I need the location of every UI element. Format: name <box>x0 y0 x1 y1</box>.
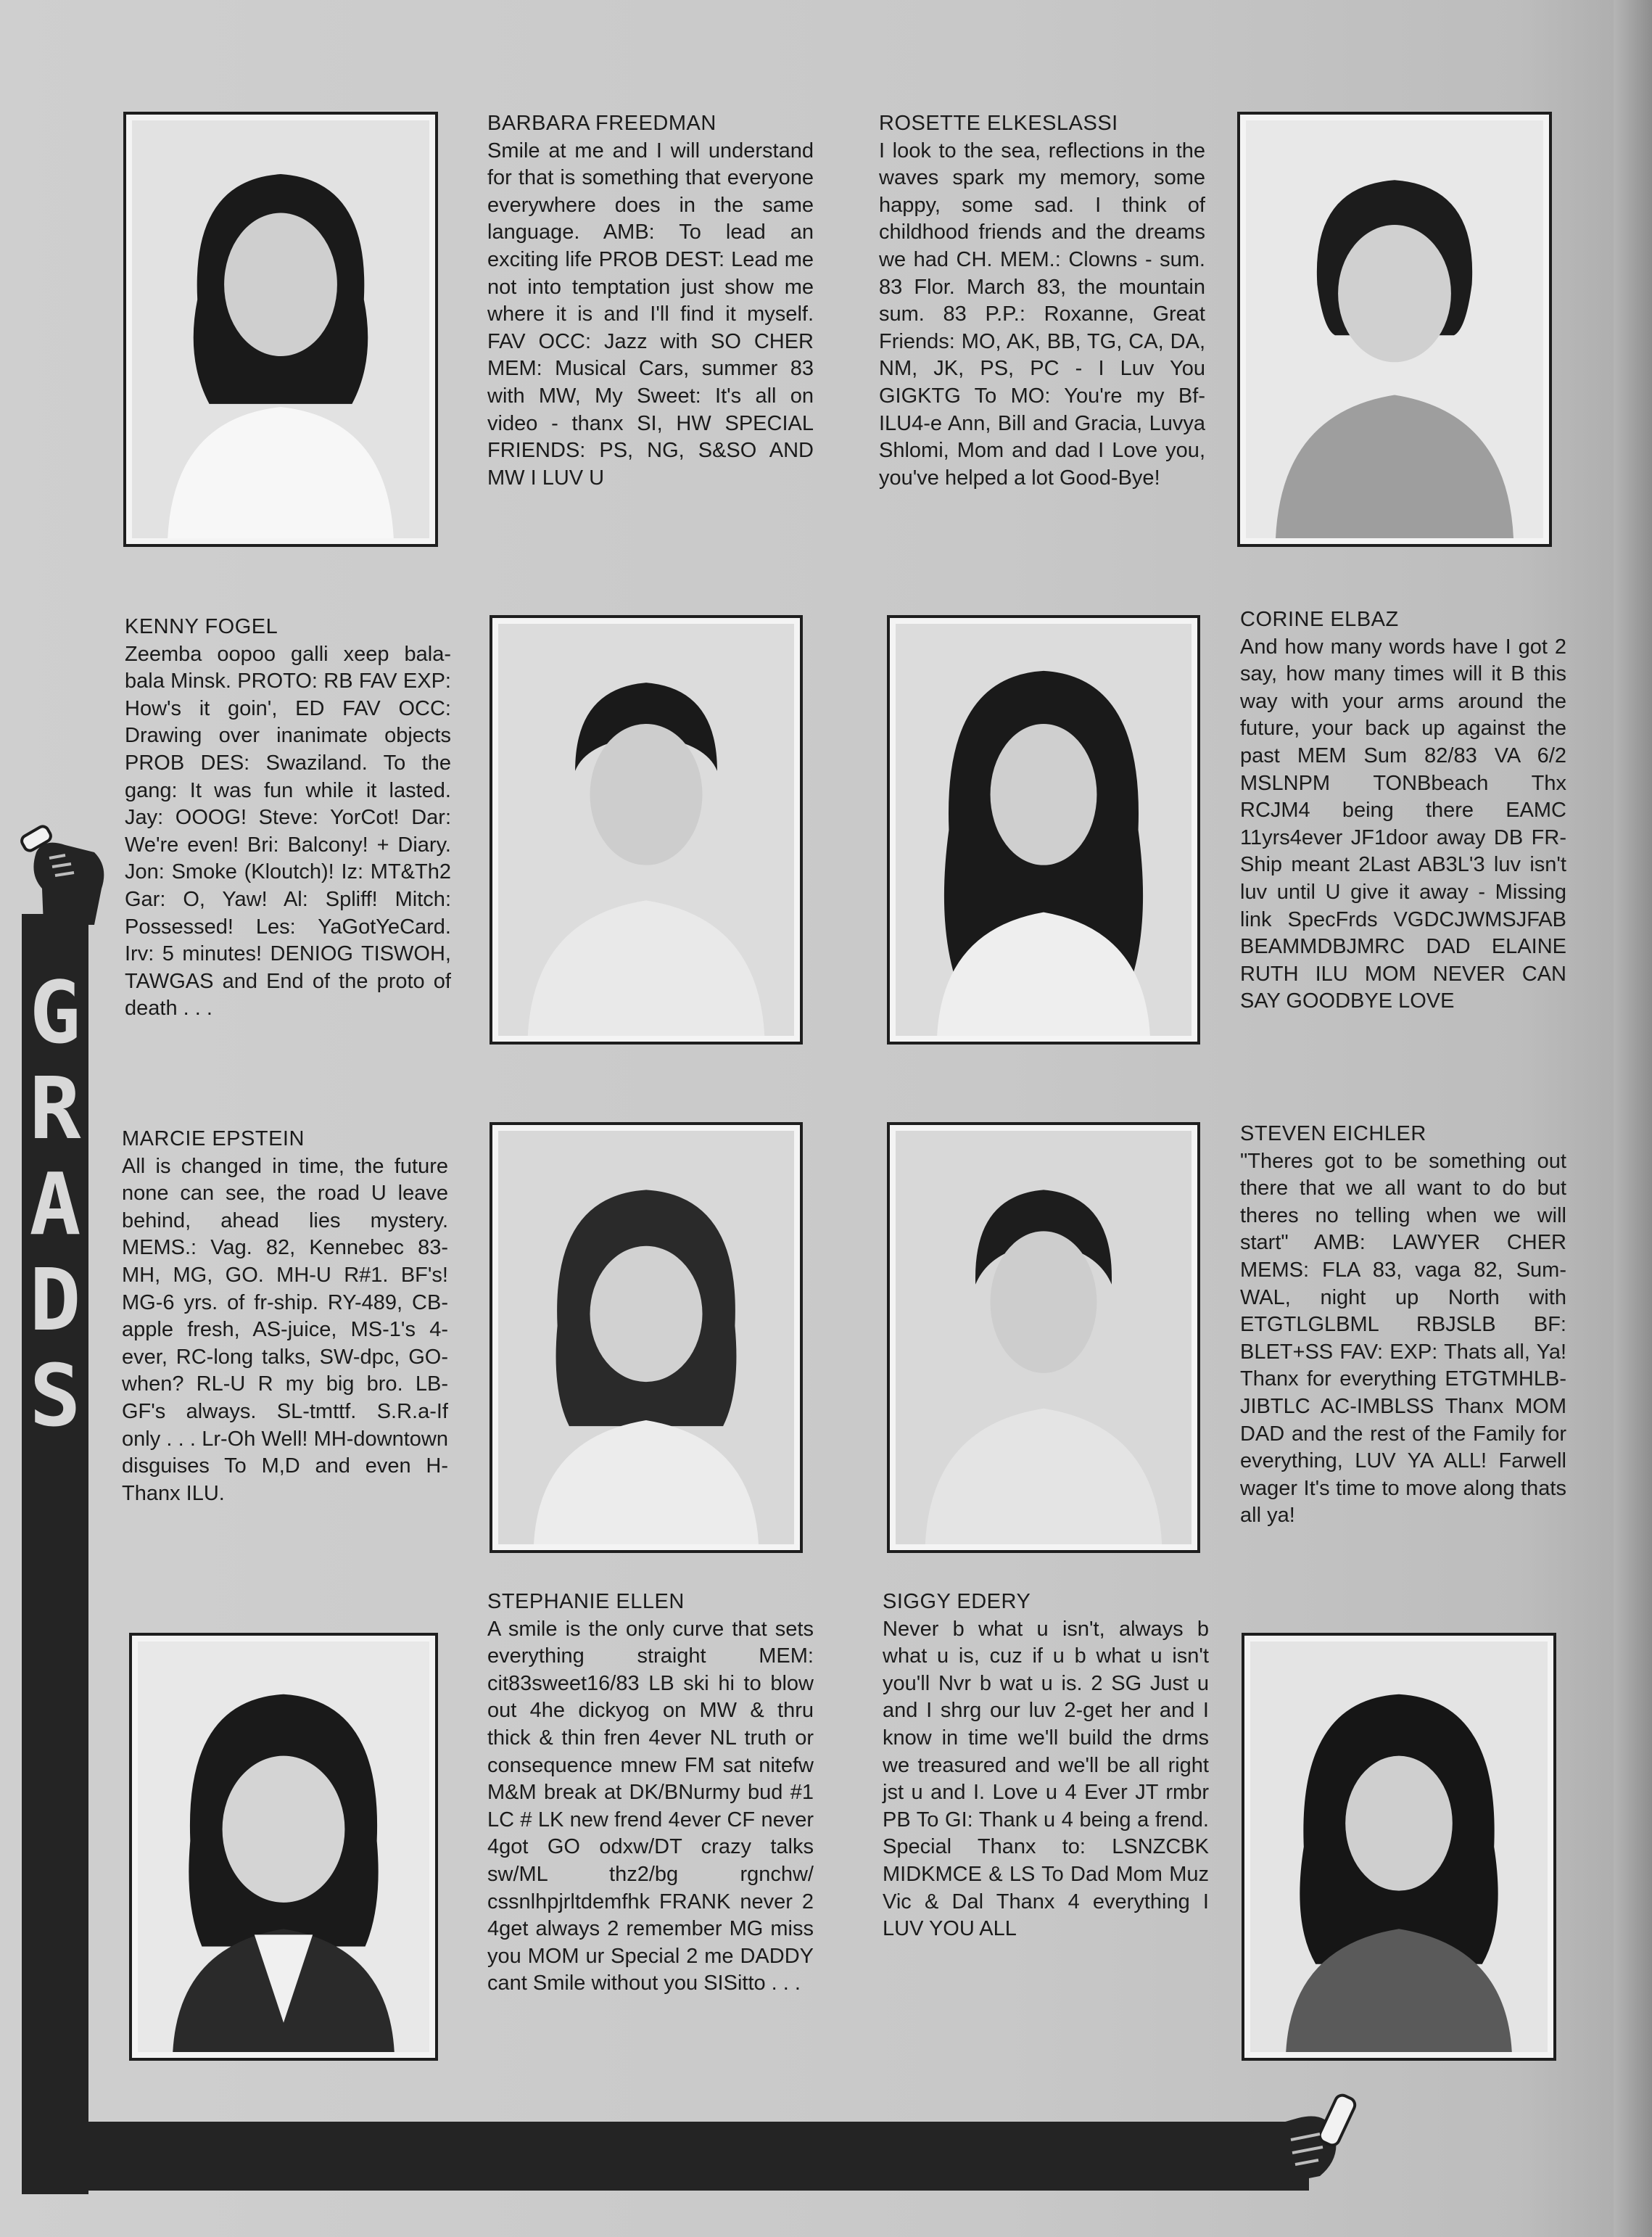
grads-letter: D <box>29 1250 81 1350</box>
student-name: MARCIE EPSTEIN <box>122 1127 305 1150</box>
student-name: CORINE ELBAZ <box>1240 608 1399 631</box>
student-bio: Never b what u isn't, always b what u is, cuz if u b what u isn't you'll Nvr b wat u is. 2 SG Just u and I shrg our luv 2-get her and I know in time we'll build the drms we treasured and we'll be all right jst u and I. Love u 4 Ever JT rmbr PB To GI: Thank u 4 being a frend. Special Thanx to: LSNZCBK MIDKMCE & LS To Dad Mom Muz Vic & Dal Thanx 4 everything I LUV YOU ALL <box>883 1617 1209 1941</box>
bio-steven-eichler <box>1240 1121 1566 1530</box>
fist-diploma-icon <box>15 823 123 925</box>
page-edge-shadow <box>1614 0 1652 2237</box>
student-bio: Zeemba oopoo galli xeep bala-bala Minsk. PROTO: RB FAV EXP: How's it goin', ED FAV OCC: Drawing over inanimate objects PROB DES: Swaziland. To the gang: It was fun while it lasted. Jay: OOOG! Steve: YorCot! Dar: We're even! Bri: Balcony! + Diary. Jon: Smoke (Kloutch)! Iz: MT&Th2 Gar: O, Yaw! Al: Spliff! Mitch: Possessed! Les: YaGotYeCard. Irv: 5 minutes! DENIOG TISWOH, TAWGAS and End of the proto of death . . . <box>125 642 451 1021</box>
grads-section-label <box>26 963 84 1446</box>
bio-stephanie-ellen <box>487 1589 814 1998</box>
portrait-stephanie-ellen <box>129 1633 438 2061</box>
bio-siggy-edery <box>883 1589 1209 1943</box>
grads-letter: A <box>29 1154 81 1254</box>
portrait-barbara-freedman <box>123 112 438 547</box>
student-name: STEVEN EICHLER <box>1240 1122 1426 1145</box>
student-bio: And how many words have I got 2 say, how many times will it B this way with your arms around the future, your back up against the past MEM Sum 82/83 VA 6/2 MSLNPM TONBbeach Thx RCJM4 being there EAMC 11yrs4ever JF1door away DB FR-Ship meant 2Last AB3L'3 luv isn't luv until U give it away - Missing link SpecFrds VGDCJWMSJFAB BEAMMDBJMRC DAD ELAINE RUTH ILU MOM NEVER CAN SAY GOODBYE LOVE <box>1240 635 1566 1013</box>
bio-barbara-freedman <box>487 110 814 492</box>
student-bio: Smile at me and I will understand for that is something that everyone everywhere does in the same language. AMB: To lead an exciting life PROB DEST: Lead me not into temptation just show me where it is and I'll find it myself. FAV OCC: Jazz with SO CHER MEM: Musical Cars, summer 83 with MW, My Sweet: It's all on video - thanx SI, HW SPECIAL FRIENDS: PS, NG, S&SO AND MW I LUV U <box>487 139 814 490</box>
portrait-corine-elbaz <box>887 615 1200 1045</box>
grads-letter: R <box>29 1058 81 1158</box>
grads-letter: G <box>29 963 81 1063</box>
student-name: SIGGY EDERY <box>883 1590 1031 1613</box>
portrait-siggy-edery <box>1242 1633 1556 2061</box>
bio-marcie-epstein <box>122 1126 448 1507</box>
student-name: BARBARA FREEDMAN <box>487 112 716 135</box>
grads-frame-horizontal <box>22 2122 1309 2191</box>
fist-diploma-icon <box>1247 2089 1378 2191</box>
student-bio: A smile is the only curve that sets everything straight MEM: cit83sweet16/83 LB ski hi to blow out 4he dickyog on MW & thru thick & thin fren 4ever NL truth or consequence mnew FM sat nitefw M&M break at DK/BNurmy bud #1 LC # LK new frend 4ever CF never 4got GO odxw/DT crazy talks sw/ML thz2/bg rgnchw/ cssnlhpjrltdemfhk FRANK never 2 4get always 2 remember MG miss you MOM ur Special 2 me DADDY cant Smile without you SISitto . . . <box>487 1617 814 1995</box>
student-name: STEPHANIE ELLEN <box>487 1590 685 1613</box>
bio-rosette-elkeslassi <box>879 110 1205 492</box>
portrait-kenny-fogel <box>490 615 803 1045</box>
student-bio: "Theres got to be something out there that we all want to do but theres no telling when we will start" AMB: LAWYER CHER MEMS: FLA 83, vaga 82, Sum-WAL, night up North with ETGTLGLBML RBJSLB BF: BLET+SS FAV: EXP: Thats all, Ya! Thanx for everything ETGTMHLB-JIBTLC AC-IMBLSS Thanx MOM DAD and the rest of the Family for everything, LUV YA ALL! Farwell wager It's time to move along thats all ya! <box>1240 1149 1566 1528</box>
student-name: ROSETTE ELKESLASSI <box>879 112 1118 135</box>
bio-kenny-fogel <box>125 614 451 1023</box>
bio-corine-elbaz <box>1240 606 1566 1015</box>
grads-letter: S <box>29 1346 81 1446</box>
student-bio: I look to the sea, reflections in the waves spark my memory, some happy, some sad. I think of childhood friends and the dreams we had CH. MEM.: Clowns - sum. 83 Flor. March 83, the mountain sum. 83 P.P.: Roxanne, Great Friends: MO, AK, BB, TG, CA, DA, NM, JK, PS, PC - I Luv You GIGKTG To MO: You're my Bf-ILU4-e Ann, Bill and Gracia, Luvya Shlomi, Mom and dad I Love you, you've helped a lot Good-Bye! <box>879 139 1205 490</box>
student-bio: All is changed in time, the future none can see, the road U leave behind, ahead lies mystery. MEMS.: Vag. 82, Kennebec 83-MH, MG, GO. MH-U R#1. BF's! MG-6 yrs. of fr-ship. RY-489, CB-apple fresh, AS-juice, MS-1's 4-ever, RC-long talks, SW-dpc, GO-when? RL-U R my big bro. LB-GF's always. SL-tmttf. S.R.a-If only . . . Lr-Oh Well! MH-downtown disguises To M,D and even H-Thanx ILU. <box>122 1154 448 1505</box>
portrait-rosette-elkeslassi <box>1237 112 1552 547</box>
student-name: KENNY FOGEL <box>125 615 278 638</box>
portrait-marcie-epstein <box>490 1122 803 1553</box>
portrait-steven-eichler <box>887 1122 1200 1553</box>
